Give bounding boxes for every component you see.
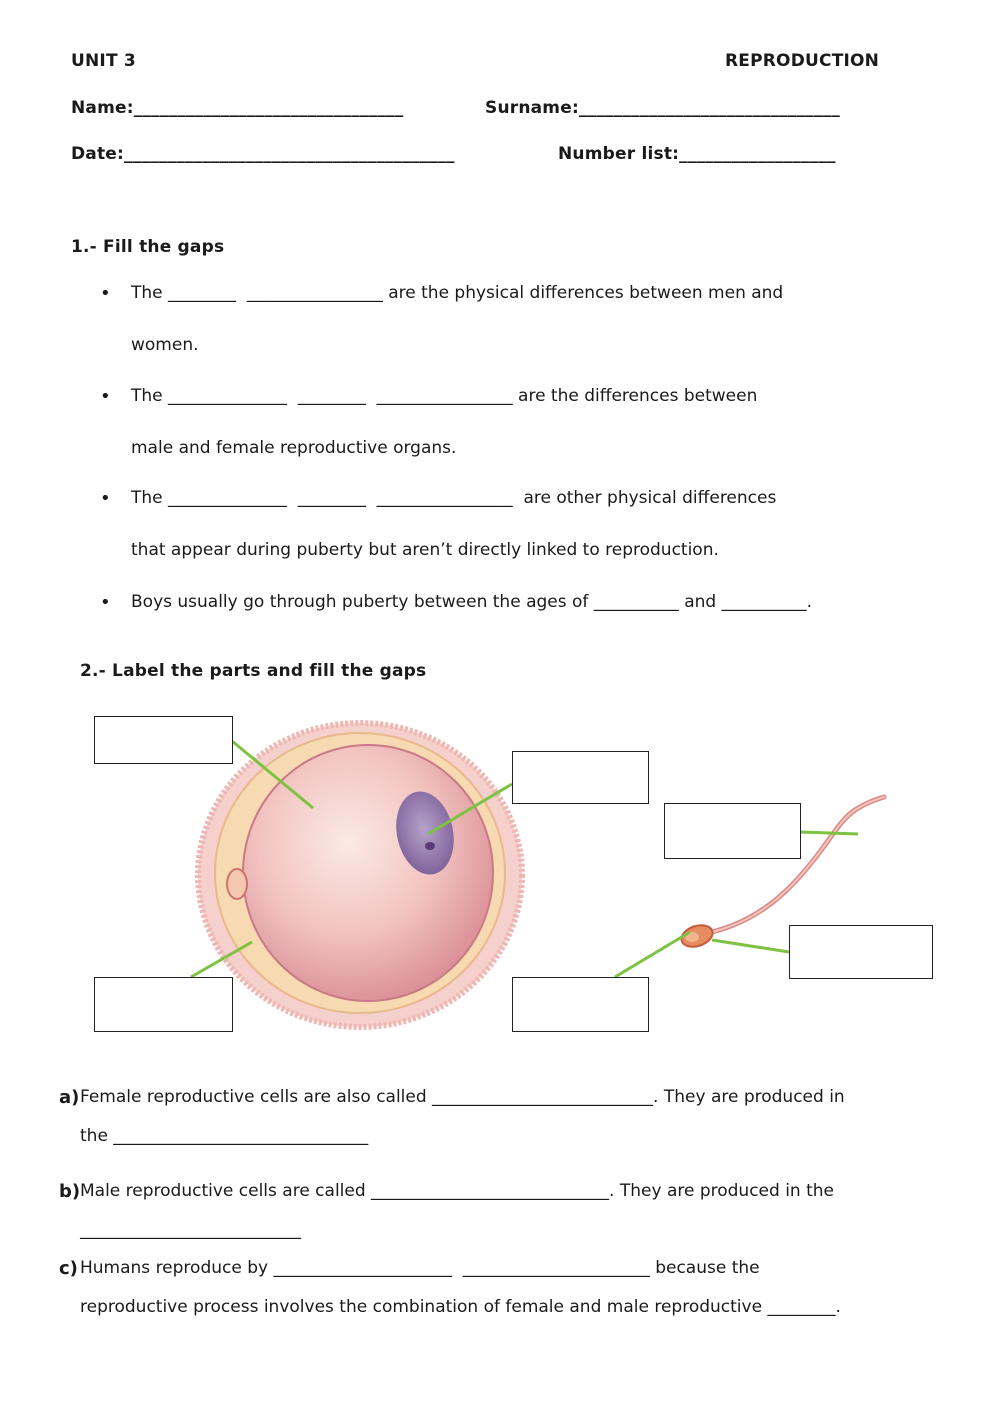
polar-body-icon [227,869,247,899]
gap-item-1-line1[interactable]: The ________ ________________ are the physical differences between men and [131,283,784,303]
section2-title: 2.- Label the parts and fill the gaps [80,661,427,681]
label-box-middle-piece[interactable] [789,925,933,979]
surname-field[interactable]: Surname:______________________________ [485,98,840,118]
gap-item-4-line1[interactable]: Boys usually go through puberty between the ages of __________ and __________. [131,592,812,612]
gap-item-2-line2: male and female reproductive organs. [131,438,457,458]
bullet-2: • [100,386,111,407]
egg-cell-illustration [198,723,522,1027]
label-box-membrane[interactable] [94,977,233,1032]
date-field[interactable]: Date:______________________________________ [71,144,455,164]
question-a-letter: a) [59,1087,80,1108]
label-box-tail[interactable] [664,803,801,859]
question-c-letter: c) [59,1258,78,1279]
topic-label: REPRODUCTION [725,51,880,71]
bullet-3: • [100,488,111,509]
question-b-line1[interactable]: Male reproductive cells are called ____________________________. They are produced in the [80,1181,835,1201]
question-c-line1[interactable]: Humans reproduce by _____________________ ______________________ because the [80,1258,760,1278]
label-box-head[interactable] [512,977,649,1032]
number-list-field[interactable]: Number list:__________________ [558,144,836,164]
gap-item-3-line1[interactable]: The ______________ ________ ________________ are other physical differences [131,488,777,508]
unit-label: UNIT 3 [71,51,136,71]
bullet-1: • [100,283,111,304]
question-a-line2[interactable]: the ______________________________ [80,1126,369,1146]
question-b-line2[interactable]: __________________________ [80,1220,301,1240]
label-box-nucleus[interactable] [512,751,649,804]
name-field[interactable]: Name:_______________________________ [71,98,404,118]
question-b-letter: b) [59,1181,81,1202]
question-c-line2[interactable]: reproductive process involves the combination of female and male reproductive ________. [80,1297,841,1317]
gap-item-3-line2: that appear during puberty but aren’t directly linked to reproduction. [131,540,719,560]
gap-item-2-line1[interactable]: The ______________ ________ ________________ are the differences between [131,386,758,406]
question-a-line1[interactable]: Female reproductive cells are also called __________________________. They are produced in [80,1087,845,1107]
section1-title: 1.- Fill the gaps [71,237,225,257]
label-box-cytoplasm[interactable] [94,716,233,764]
bullet-4: • [100,592,111,613]
gap-item-1-line2: women. [131,335,199,355]
